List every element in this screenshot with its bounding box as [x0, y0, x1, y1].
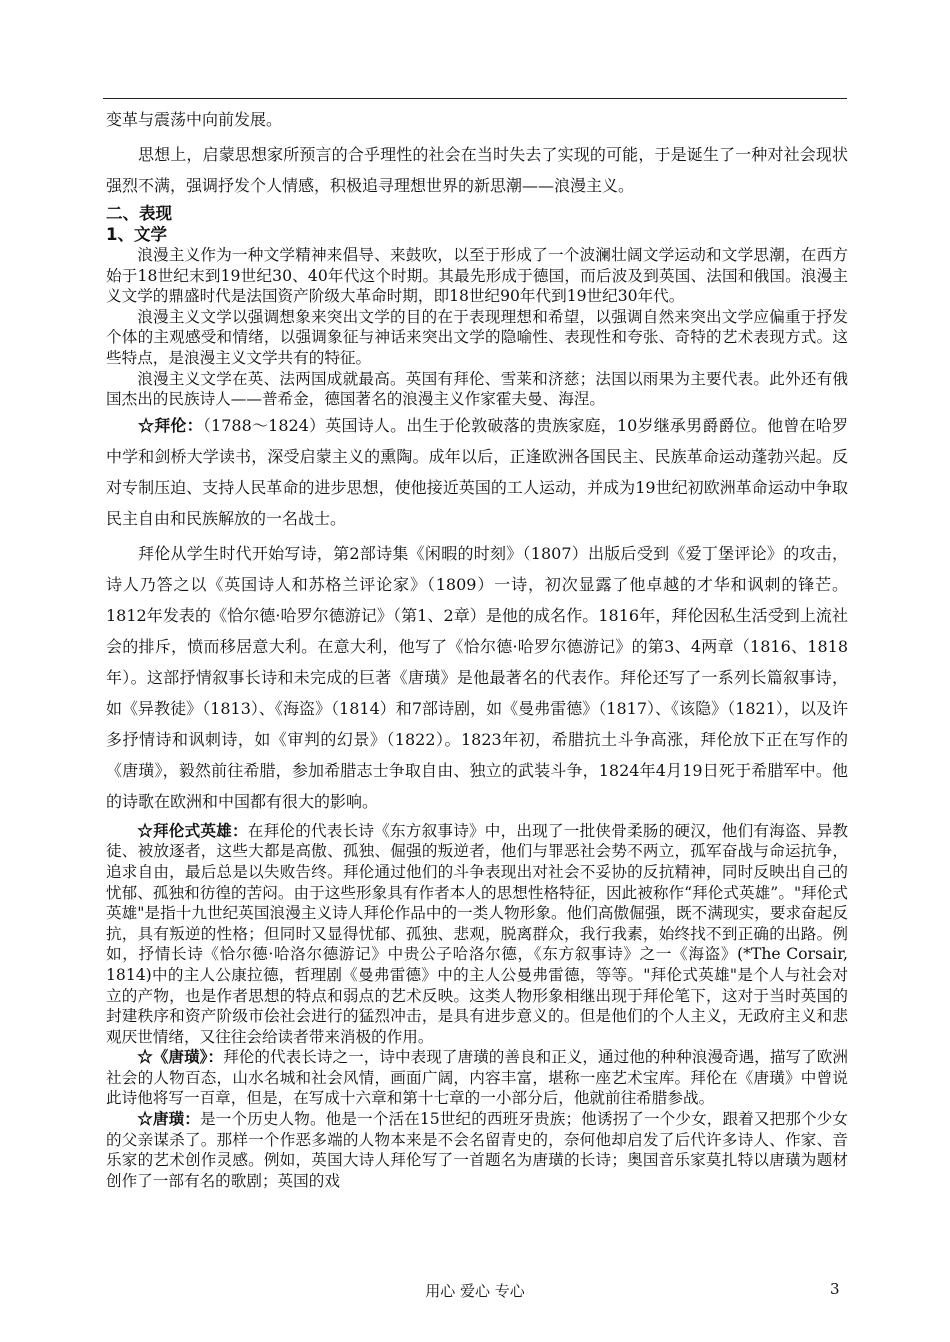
intro-paragraph-1: 变革与震荡中向前发展。 — [106, 110, 283, 129]
don-juan-poem-text: 拜伦的代表长诗之一，诗中表现了唐璜的善良和正义，通过他的种种浪漫奇遇，描写了欧洲社会的人物百态，山水名城和社会风情，画面广阔，内容丰富，堪称一座艺术宝库。拜伦在《唐璜》中曾说此诗他将写一百章，但是，在写成十六章和第十七章的一小部分后，他就前往希腊参战。 — [106, 1048, 848, 1108]
don-juan-figure-paragraph — [106, 1109, 848, 1191]
byronic-hero-text: 在拜伦的代表长诗《东方叙事诗》中，出现了一批侠骨柔肠的硬汉，他们有海盗、异教徒、被放逐者，这些大都是高傲、孤独、倔强的叛逆者，他们与罪恶社会势不两立，孤军奋战与命运抗争，追求自由，最后总是以失败告终。拜伦通过他们的斗争表现出对社会不妥协的反抗精神，同时反映出自己的忧郁、孤独和彷徨的苦闷。由于这些形象具有作者本人的思想性格特征，因此被称作“拜伦式英雄”。"拜伦式英雄"是指十九世纪英国浪漫主义诗人拜伦作品中的一类人物形象。他们高傲倔强，既不满现实，要求奋起反抗，具有叛逆的性格；但同时又显得忧郁、孤独、悲观，脱离群众，我行我素，始终找不到正确的出路。例如，抒情长诗《恰尔德·哈洛尔德游记》中贵公子哈洛尔德，《东方叙事诗》之一《海盗》(*The Corsair, 1814)中的主人公康拉德，哲理剧《曼弗雷德》中的主人公曼弗雷德，等等。"拜伦式英雄"是个人与社会对立的产物，也是作者思想的特点和弱点的艺术反映。这类人物形象相继出现于拜伦笔下，这对于当时英国的封建秩序和资产阶级市侩社会进行的猛烈冲击，是具有进步意义的。但是他们的个人主义，无政府主义和悲观厌世情绪，又往往会给读者带来消极的作用。 — [106, 821, 848, 1046]
don-juan-poem-paragraph — [106, 1047, 848, 1109]
page-body — [106, 104, 848, 1191]
byron-text: （1788～1824）英国诗人。出生于伦敦破落的贵族家庭，10岁继承男爵爵位。他曾在哈罗中学和剑桥大学读书，深受启蒙主义的熏陶。成年以后，正逢欧洲各国民主、民族革命运动蓬勃兴起。反对专制压迫、支持人民革命的进步思想，使他接近英国的工人运动，并成为19世纪初欧洲革命运动中争取民主自由和民族解放的一名战士。 — [106, 415, 848, 528]
don-juan-figure-label: ☆唐璜： — [137, 1109, 201, 1129]
intro-paragraph-2: 思想上，启蒙思想家所预言的合乎理性的社会在当时失去了实现的可能，于是诞生了一种对社会现状强烈不满，强调抒发个人情感，积极追寻理想世界的新思潮——浪漫主义。 — [106, 145, 848, 195]
literature-paragraph-1: 浪漫主义作为一种文学精神来倡导、来鼓吹，以至于形成了一个波澜壮阔文学运动和文学思潮，在西方始于18世纪末到19世纪30、40年代这个时期。其最先形成于德国，而后波及到英国、法国和俄国。浪漫主义文学的鼎盛时代是法国资产阶级大革命时期，即18世纪90年代到19世纪30年代。 — [106, 246, 848, 306]
byron-paragraph — [106, 410, 848, 534]
sub-heading: 1、文学 — [106, 225, 167, 244]
byronic-hero-paragraph — [106, 821, 848, 1048]
page-number: 3 — [830, 1280, 840, 1298]
footer-motto: 用心 爱心 专心 — [425, 1282, 525, 1300]
header-rule — [103, 98, 847, 99]
page-footer — [0, 1280, 950, 1302]
byron-label: ☆拜伦： — [138, 415, 203, 435]
don-juan-poem-label: ☆《唐璜》： — [137, 1047, 224, 1067]
byron-works-paragraph: 拜伦从学生时代开始写诗，第2部诗集《闲暇的时刻》（1807）出版后受到《爱丁堡评论》的攻击，诗人乃答之以《英国诗人和苏格兰评论家》（1809）一诗，初次显露了他卓越的才华和讽刺的锋芒。1812年发表的《恰尔德·哈罗尔德游记》（第1、2章）是他的成名作。1816年，拜伦因私生活受到上流社会的排斥，愤而移居意大利。在意大利，他写了《恰尔德·哈罗尔德游记》的第3、4两章（1816、1818年）。这部抒情叙事长诗和未完成的巨著《唐璜》是他最著名的代表作。拜伦还写了一系列长篇叙事诗，如《异教徒》（1813）、《海盗》（1814）和7部诗剧，如《曼弗雷德》（1817）、《该隐》（1821），以及许多抒情诗和讽刺诗，如《审判的幻景》（1822）。1823年初，希腊抗土斗争高涨，拜伦放下正在写作的《唐璜》，毅然前往希腊，参加希腊志士争取自由、独立的武装斗争，1824年4月19日死于希腊军中。他的诗歌在欧洲和中国都有很大的影响。 — [106, 543, 848, 811]
byronic-hero-label: ☆拜伦式英雄： — [137, 820, 248, 840]
section-heading: 二、表现 — [106, 204, 172, 223]
literature-paragraph-2: 浪漫主义文学以强调想象来突出文学的目的在于表现理想和希望，以强调自然来突出文学应偏重于抒发个体的主观感受和情绪，以强调象征与神话来突出文学的隐喻性、表现性和夸张、奇特的艺术表现方式。这些特点，是浪漫主义文学共有的特征。 — [106, 307, 848, 367]
don-juan-figure-text: 是一个历史人物。他是一个活在15世纪的西班牙贵族；他诱拐了一个少女，跟着又把那个少女的父亲谋杀了。那样一个作恶多端的人物本来是不会名留青史的，奈何他却启发了后代许多诗人、作家、音乐家的艺术创作灵感。例如，英国大诗人拜伦写了一首题名为唐璜的长诗；奥国音乐家莫扎特以唐璜为题材创作了一部有名的歌剧；英国的戏 — [106, 1110, 848, 1190]
literature-paragraph-3: 浪漫主义文学在英、法两国成就最高。英国有拜伦、雪莱和济慈；法国以雨果为主要代表。此外还有俄国杰出的民族诗人——普希金，德国著名的浪漫主义作家霍夫曼、海涅。 — [106, 369, 848, 409]
